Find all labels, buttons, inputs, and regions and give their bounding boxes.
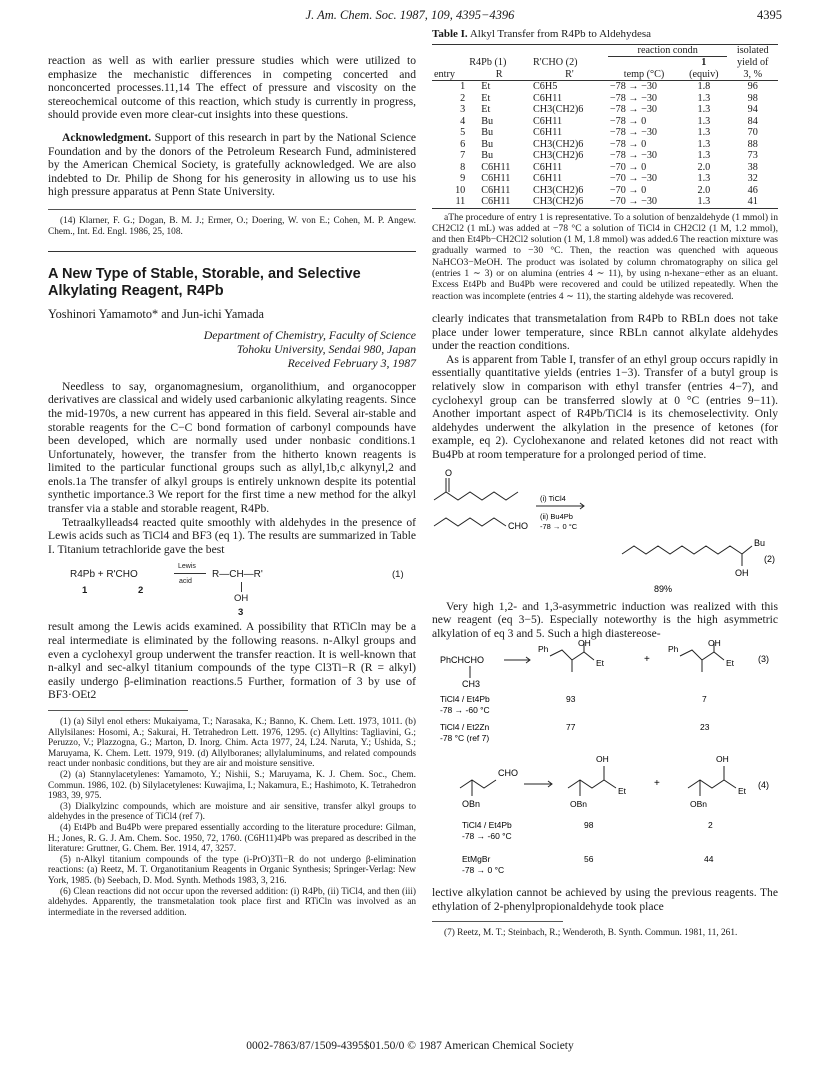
table-cell-R: C6H11	[481, 184, 511, 196]
footnote-divider-right	[432, 921, 563, 922]
table-cell-yield: 96	[747, 81, 758, 93]
eq4-cond2-line1: EtMgBr	[462, 854, 491, 865]
footnote-14: (14) Klarner, F. G.; Dogan, B. M. J.; Ermer, O.; Doering, W. von E.; Cohen, M. P. Angew. Chem., Int. Ed. Engl. 1986, 25, 108.	[48, 215, 416, 237]
eq3-scheme	[432, 640, 778, 744]
header-3pct: 3, %	[743, 68, 763, 80]
eq3-cond2-line1: TiCl4 / Et2Zn	[440, 722, 490, 733]
eq4-cond2-ratio-b: 44	[704, 854, 714, 865]
body-paragraph-3: result among the Lewis acids examined. A possibility that RTiCln may be a real intermediate is eliminated by the following reasons. n-Alkyl groups and even a cyclohexyl group underwent the transfer reaction. It is well-known that n-alkyl and sec-alkyl titanium compounds of the type Cl3Ti−R (R = alkyl) easily undergo β-elimination reactions.5 Further, formation of 3 by use of BF3·OEt2	[48, 620, 416, 702]
table-cell-Rp: C6H11	[532, 92, 563, 104]
acknowledgment	[48, 131, 416, 199]
article-divider	[48, 251, 416, 252]
eq4-cond1-ratio-b: 2	[708, 820, 713, 831]
right-column	[432, 28, 778, 939]
eq4-product-b	[688, 780, 736, 788]
eq2-cho-label: CHO	[508, 520, 528, 531]
article-title: A New Type of Stable, Storable, and Selective Alkylating Reagent, R4Pb	[48, 266, 361, 300]
body-paragraph-2: Tetraalkylleads4 reacted quite smoothly with aldehydes in the presence of Lewis acids such as TiCl4 and BF3 (eq 1). The results are summarized in Table I. Titanium tetrachloride gave the best	[48, 515, 416, 556]
eq3-ph2: Ph	[668, 644, 679, 655]
table-cell-equiv: 2.0	[697, 184, 711, 196]
footnote-divider	[48, 710, 188, 711]
table-cell-entry: 10	[455, 184, 466, 196]
table-cell-yield: 98	[747, 92, 758, 104]
header-rp: R'	[565, 68, 574, 80]
table-cell-yield: 84	[747, 115, 758, 127]
table-cell-Rp: CH3(CH2)6	[532, 196, 584, 208]
table-cell-yield: 38	[747, 161, 758, 173]
table-caption: Table I. Alkyl Transfer from R4Pb to Aldehydesa	[432, 28, 652, 40]
eq2-bu-label: Bu	[754, 537, 766, 548]
eq3-et2: Et	[726, 658, 735, 669]
body-paragraph-r4: lective alkylation cannot be achieved by using the previous reagents. The ethylation of 2-phenylpropionaldehyde took place	[432, 886, 778, 913]
body-paragraph-1: Needless to say, organomagnesium, organolithium, and organocopper derivatives are classical and widely used carbanionic alkylating reagents. Since the mid-1970s, a new current has appeared in this field. Several air-stable and storable reagents for the C−C bond formation of carbonyl compounds have been developed, which are normally used under nonbasic conditions.1 Unfortunately, however, the transfer from the hitherto known reagents is limited to the particular functional groups such as allyl,1b,c alkynyl,2 and enols.1a The transfer of alkyl groups is entirely unknown despite its potential synthetic importance.3 We report for the first time a new method for the alkyl transfer via a stable and storable reagent, R4Pb.	[48, 379, 416, 516]
table-cell-entry: 5	[460, 127, 466, 139]
eq4-obn1: OBn	[570, 799, 588, 810]
table-cell-entry: 1	[460, 81, 466, 93]
received-date: Received February 3, 1987	[287, 355, 416, 370]
eq4-cond2-ratio-a: 56	[584, 854, 594, 865]
table-cell-R: Bu	[481, 150, 494, 162]
header-entry: entry	[434, 68, 455, 80]
header-isolated: isolated	[736, 44, 769, 56]
table-cell-yield: 32	[747, 173, 758, 185]
header-reaction-condn: reaction condn	[608, 44, 728, 57]
eq4-et2: Et	[738, 786, 747, 797]
table-cell-equiv: 1.3	[697, 173, 711, 185]
eq4-scheme	[432, 744, 778, 886]
divider	[48, 209, 416, 210]
table-row	[432, 162, 778, 174]
table-cell-R: C6H11	[481, 173, 511, 185]
table-cell-Rp: C6H11	[532, 115, 563, 127]
footnote-5: (5) n-Alkyl titanium compounds of the type (i-PrO)3Ti−R do not undergo β-elimination reactions: (a) Reetz, M. T. Organotitanium Reagents in Organic Synthesis; Springer-Verlag: New York, 1985. (b) Seebach, D. Mod. Synth. Methods 1983, 3, 216.	[48, 854, 416, 886]
ack-text: Support of this research in part by the National Science Foundation and by the donors of the Petroleum Research Fund, administered by the American Chemical Society, is gratefully acknowledged. We are also indebted to Dr. Philip de Shong for his generosity in allowing us to use his high pressure apparatus at Penn State University.	[48, 130, 416, 199]
ack-label: Acknowledgment.	[62, 130, 152, 144]
table-header-row-3	[432, 69, 778, 81]
eq4-sm-chain	[460, 780, 496, 788]
eq3-cond1-ratio-b: 7	[702, 694, 707, 705]
table-cell-R: C6H11	[481, 161, 511, 173]
eq2-oh-label: OH	[735, 567, 749, 578]
table-cell-R: Et	[481, 104, 491, 116]
page-number: 4395	[757, 8, 782, 22]
eq2-o-label: O	[445, 467, 453, 478]
table-cell-Rp: CH3(CH2)6	[532, 150, 584, 162]
page-footer: 0002-7863/87/1509-4395$01.50/0 © 1987 American Chemical Society	[246, 1040, 574, 1052]
product-chain	[622, 546, 742, 554]
footnote-6: (6) Clean reactions did not occur upon the reversed addition: (i) R4Pb, (ii) TiCl4, and then (iii) aldehydes. Apparently, the transmetalation took place first and RTiCln was involved as an intermediate in the reversed addition.	[48, 886, 416, 918]
eq4-product-a	[568, 780, 616, 788]
eq4-cond1-ratio-a: 98	[584, 820, 594, 831]
eq4-plus: +	[654, 778, 660, 790]
table-cell-temp: −78 → −30	[609, 150, 658, 162]
compound-3-number: 3	[238, 607, 244, 619]
header-equiv: (equiv)	[689, 68, 719, 80]
table-cell-equiv: 1.3	[697, 127, 711, 139]
table-cell-entry: 4	[460, 115, 466, 127]
header-temp: temp (°C)	[623, 68, 665, 80]
table-header-row-2	[432, 57, 778, 69]
eq4-oh1: OH	[596, 754, 609, 765]
eq3-oh1: OH	[578, 640, 591, 649]
eq1-arrow-bottom: acid	[179, 578, 192, 586]
header-rcho: R'CHO (2)	[532, 56, 578, 68]
footnote-2: (2) (a) Stannylacetylenes: Yamamoto, Y.; Nishii, S.; Maruyama, K. J. Chem. Soc., Chem. Commun. 1986, 102. (b) Silylacetylenes: Kuwajima, I.; Nakamura, E.; Hashimoto, K. Tetrahedron 1983, 39, 975.	[48, 769, 416, 802]
table-cell-equiv: 2.0	[697, 161, 711, 173]
table-row	[432, 196, 778, 208]
table-cell-temp: −70 → 0	[609, 184, 647, 196]
table-cell-equiv: 1.3	[697, 138, 711, 150]
table-cell-equiv: 1.3	[697, 150, 711, 162]
table-1	[432, 44, 778, 209]
table-cell-entry: 7	[460, 150, 466, 162]
table-cell-Rp: CH3(CH2)6	[532, 184, 584, 196]
table-cell-equiv: 1.3	[697, 196, 711, 208]
table-header-row-1	[432, 44, 778, 57]
table-cell-temp: −78 → −30	[609, 92, 658, 104]
eq4-number: (4)	[758, 780, 769, 791]
eq1-label: (1)	[392, 569, 404, 581]
intro-paragraph: reaction as well as with earlier pressure studies which were utilized to emphasize the mechanistic differences in competing concerted and nonconcerted processes.11,14 The effect of pressure and viscosity on the stereochemical outcome of this reaction, which study is currently in progress, should provide even more clear-cut insights into these questions.	[48, 54, 416, 122]
table-cell-temp: −78 → −30	[609, 104, 658, 116]
table-cell-temp: −78 → −30	[609, 127, 658, 139]
eq2-cond2: (ii) Bu4Pb	[540, 511, 573, 521]
table-cell-yield: 70	[747, 127, 758, 139]
table-cell-R: Bu	[481, 138, 494, 150]
table-cell-entry: 6	[460, 138, 466, 150]
equation-3	[432, 640, 778, 744]
eq1-oh: OH	[234, 593, 249, 605]
table-cell-temp: −70 → −30	[609, 173, 658, 185]
eq4-obn-sm: OBn	[462, 799, 481, 810]
eq1-bond	[241, 582, 242, 592]
table-cell-temp: −70 → 0	[609, 161, 647, 173]
eq1-rhs: R—CH—R'	[212, 569, 263, 581]
table-cell-yield: 88	[747, 138, 758, 150]
footnote-3: (3) Dialkylzinc compounds, which are moisture and air sensitive, transfer alkyl groups to aldehydes in the presence of TiCl4 (ref 7).	[48, 801, 416, 823]
table-cell-R: Et	[481, 81, 491, 93]
eq3-cond1-line1: TiCl4 / Et4Pb	[440, 694, 490, 705]
table-cell-R: C6H11	[481, 196, 511, 208]
table-cell-Rp: C6H11	[532, 161, 563, 173]
eq3-cond2-ratio-b: 23	[700, 722, 710, 733]
eq3-plus: +	[644, 654, 650, 666]
body-paragraph-r3: Very high 1,2- and 1,3-asymmetric induction was realized with this new reagent (eq 3−5). Especially noteworthy is the high asymmetric alkylation of eq 3 and 5. Such a high diastereose-	[432, 599, 778, 640]
eq2-scheme	[432, 466, 778, 598]
equation-4	[432, 744, 778, 886]
table-cell-Rp: C6H11	[532, 127, 563, 139]
compound-1-number: 1	[82, 585, 88, 597]
eq2-cond1: (i) TiCl4	[540, 493, 566, 503]
bu-bond	[742, 546, 752, 554]
authors: Yoshinori Yamamoto* and Jun-ichi Yamada	[48, 307, 265, 322]
header-yield-of: yield of	[737, 56, 769, 68]
eq4-cond1-line1: TiCl4 / Et4Pb	[462, 820, 512, 831]
table-cell-R: Et	[481, 92, 491, 104]
header-1: 1	[701, 57, 707, 69]
eq3-ph1: Ph	[538, 644, 549, 655]
eq3-oh2: OH	[708, 640, 721, 649]
eq1-arrow	[174, 573, 206, 574]
table-cell-entry: 11	[455, 196, 466, 208]
table-cell-entry: 9	[460, 173, 466, 185]
eq2-yield: 89%	[654, 583, 673, 594]
affiliation: Department of Chemistry, Faculty of Science Tohoku University, Sendai 980, Japan Received February 3, 1987	[48, 328, 416, 370]
eq3-cond2-ratio-a: 77	[566, 722, 576, 733]
eq4-oh2: OH	[716, 754, 729, 765]
header-r: R	[495, 68, 503, 80]
eq3-number: (3)	[758, 654, 769, 665]
table-cell-yield: 41	[747, 196, 758, 208]
table-cell-Rp: C6H11	[532, 173, 563, 185]
table-row	[432, 150, 778, 162]
table-cell-temp: −70 → −30	[609, 196, 658, 208]
table-cell-temp: −78 → 0	[609, 115, 647, 127]
footnote-1: (1) (a) Silyl enol ethers: Mukaiyama, T.; Narasaka, K.; Banno, K. Chem. Lett. 1973, 1011. (b) Allylsilanes: Hosomi, A.; Sakurai, H. Tetrahedron Lett. 1976, 1295. (c) Allyltins: Tagliavini, G.; Peruzzo, V.; Plazzogna, G.; Marton, D. Inorg. Chim. Acta 1977, 24, L24. Naruta, Y.; Ushida, S.; Maruyama, K. Chem. Lett. 1979, 919. (d) Allylboranes; allylaluminums, and related compounds react under nonbasic conditions, but they are air and moisture sensitive.	[48, 717, 416, 770]
table-cell-equiv: 1.3	[697, 104, 711, 116]
table-cell-equiv: 1.3	[697, 115, 711, 127]
eq4-obn2: OBn	[690, 799, 708, 810]
ketone-chain	[434, 492, 518, 500]
eq2-number: (2)	[764, 553, 775, 564]
table-cell-temp: −78 → 0	[609, 138, 647, 150]
eq4-et1: Et	[618, 786, 627, 797]
table-cell-temp: −78 → −30	[609, 81, 658, 93]
compound-2-number: 2	[138, 585, 144, 597]
table-row	[432, 116, 778, 128]
eq3-product-a	[550, 650, 594, 660]
body-paragraph-r1: clearly indicates that transmetalation from R4Pb to RBLn does not take place under lower temperature, since RBLn cannot alkylate aldehydes under the reaction conditions.	[432, 311, 778, 353]
table-cell-entry: 3	[460, 104, 466, 116]
table-cell-Rp: CH3(CH2)6	[532, 138, 584, 150]
table-footnote: aThe procedure of entry 1 is representative. To a solution of benzaldehyde (1 mmol) in CH2Cl2 (1 mL) was added at −78 °C a solution of TiCl4 in CH2Cl2 (1 M, 1.2 mmol), and then Et4Pb−CH2Cl2 solution (1 M, 1.8 mmol) was added.6 The reaction mixture was gradually warmed to −30 °C. Then, the reaction was quenched with aqueous NaHCO3−MeOH. The product was isolated by column chromatography on silica gel (entries 1 ∼ 3) or on alumina (entries 4 ∼ 11), by using n-hexane−ether as an eluant. Excess Et4Pb and Bu4Pb were recovered and could be utilized repeatedly. When the reaction was incomplete (entries 4 ∼ 11), the starting aldehyde was recovered.	[432, 211, 778, 302]
table-cell-Rp: C6H5	[532, 81, 558, 93]
table-row	[432, 127, 778, 139]
eq2-cond3: -78 → 0 °C	[540, 521, 578, 531]
journal-citation: J. Am. Chem. Soc. 1987, 109, 4395−4396	[305, 8, 515, 22]
table-cell-yield: 73	[747, 150, 758, 162]
left-column	[48, 54, 416, 918]
table-row	[432, 185, 778, 197]
eq3-cond1-ratio-a: 93	[566, 694, 576, 705]
eq3-sm: PhCHCHO	[440, 655, 485, 666]
footnote-7: (7) Reetz, M. T.; Steinbach, R.; Wenderoth, B. Synth. Commun. 1981, 11, 261.	[444, 928, 738, 939]
header-r4pb: R4Pb (1)	[469, 56, 507, 68]
eq3-sm-me: CH3	[462, 679, 481, 690]
eq3-et1: Et	[596, 658, 605, 669]
table-cell-entry: 8	[460, 161, 466, 173]
table-cell-yield: 94	[747, 104, 758, 116]
eq4-cond2-line2: -78 → 0 °C	[462, 865, 505, 876]
aldehyde-chain	[434, 518, 506, 526]
table-cell-R: Bu	[481, 127, 494, 139]
table-cell-equiv: 1.8	[697, 81, 711, 93]
footnote-4: (4) Et4Pb and Bu4Pb were prepared essentially according to the literature procedure: Gilman, H.; Jones, R. G. J. Am. Chem. Soc. 1950, 72, 1760. (C6H11)4Pb was prepared as described in the literature: Gruttner, G. Chem. Ber. 1914, 47, 3257.	[48, 822, 416, 855]
table-cell-R: Bu	[481, 115, 494, 127]
table-cell-entry: 2	[460, 92, 466, 104]
table-row	[432, 139, 778, 151]
eq4-cho: CHO	[498, 768, 518, 779]
table-row	[432, 81, 778, 93]
eq1-lhs: R4Pb + R'CHO	[70, 569, 138, 581]
eq3-product-b	[680, 650, 724, 660]
table-cell-Rp: CH3(CH2)6	[532, 104, 584, 116]
table-row	[432, 93, 778, 105]
footnotes	[48, 717, 416, 918]
equation-2	[432, 466, 778, 598]
table-row	[432, 104, 778, 116]
table-cell-yield: 46	[747, 184, 758, 196]
eq3-cond2-line2: -78 °C (ref 7)	[440, 733, 490, 744]
eq3-cond1-line2: -78 → -60 °C	[440, 705, 490, 716]
body-paragraph-r2: As is apparent from Table I, transfer of an ethyl group occurs rapidly in essentially quantitative yields (entries 1−3). Transfer of a butyl group is relatively slow in comparison with ethyl transfer (entries 4−7), and cyclohexyl group can be transferred slowly at 0 °C (entries 9−11). Another important aspect of R4Pb/TiCl4 is its chemoselectivity. Only aldehydes underwent the alkylation in the presence of ketones (for example, eq 2). Cyclohexanone and related ketones did not react with Bu4Pb at room temperature for a prolonged period of time.	[432, 352, 778, 461]
eq4-cond1-line2: -78 → -60 °C	[462, 831, 512, 842]
table-body	[432, 81, 778, 209]
table-row	[432, 173, 778, 185]
table-cell-equiv: 1.3	[697, 92, 711, 104]
equation-1	[48, 562, 416, 618]
eq1-arrow-top: Lewis	[178, 563, 196, 571]
